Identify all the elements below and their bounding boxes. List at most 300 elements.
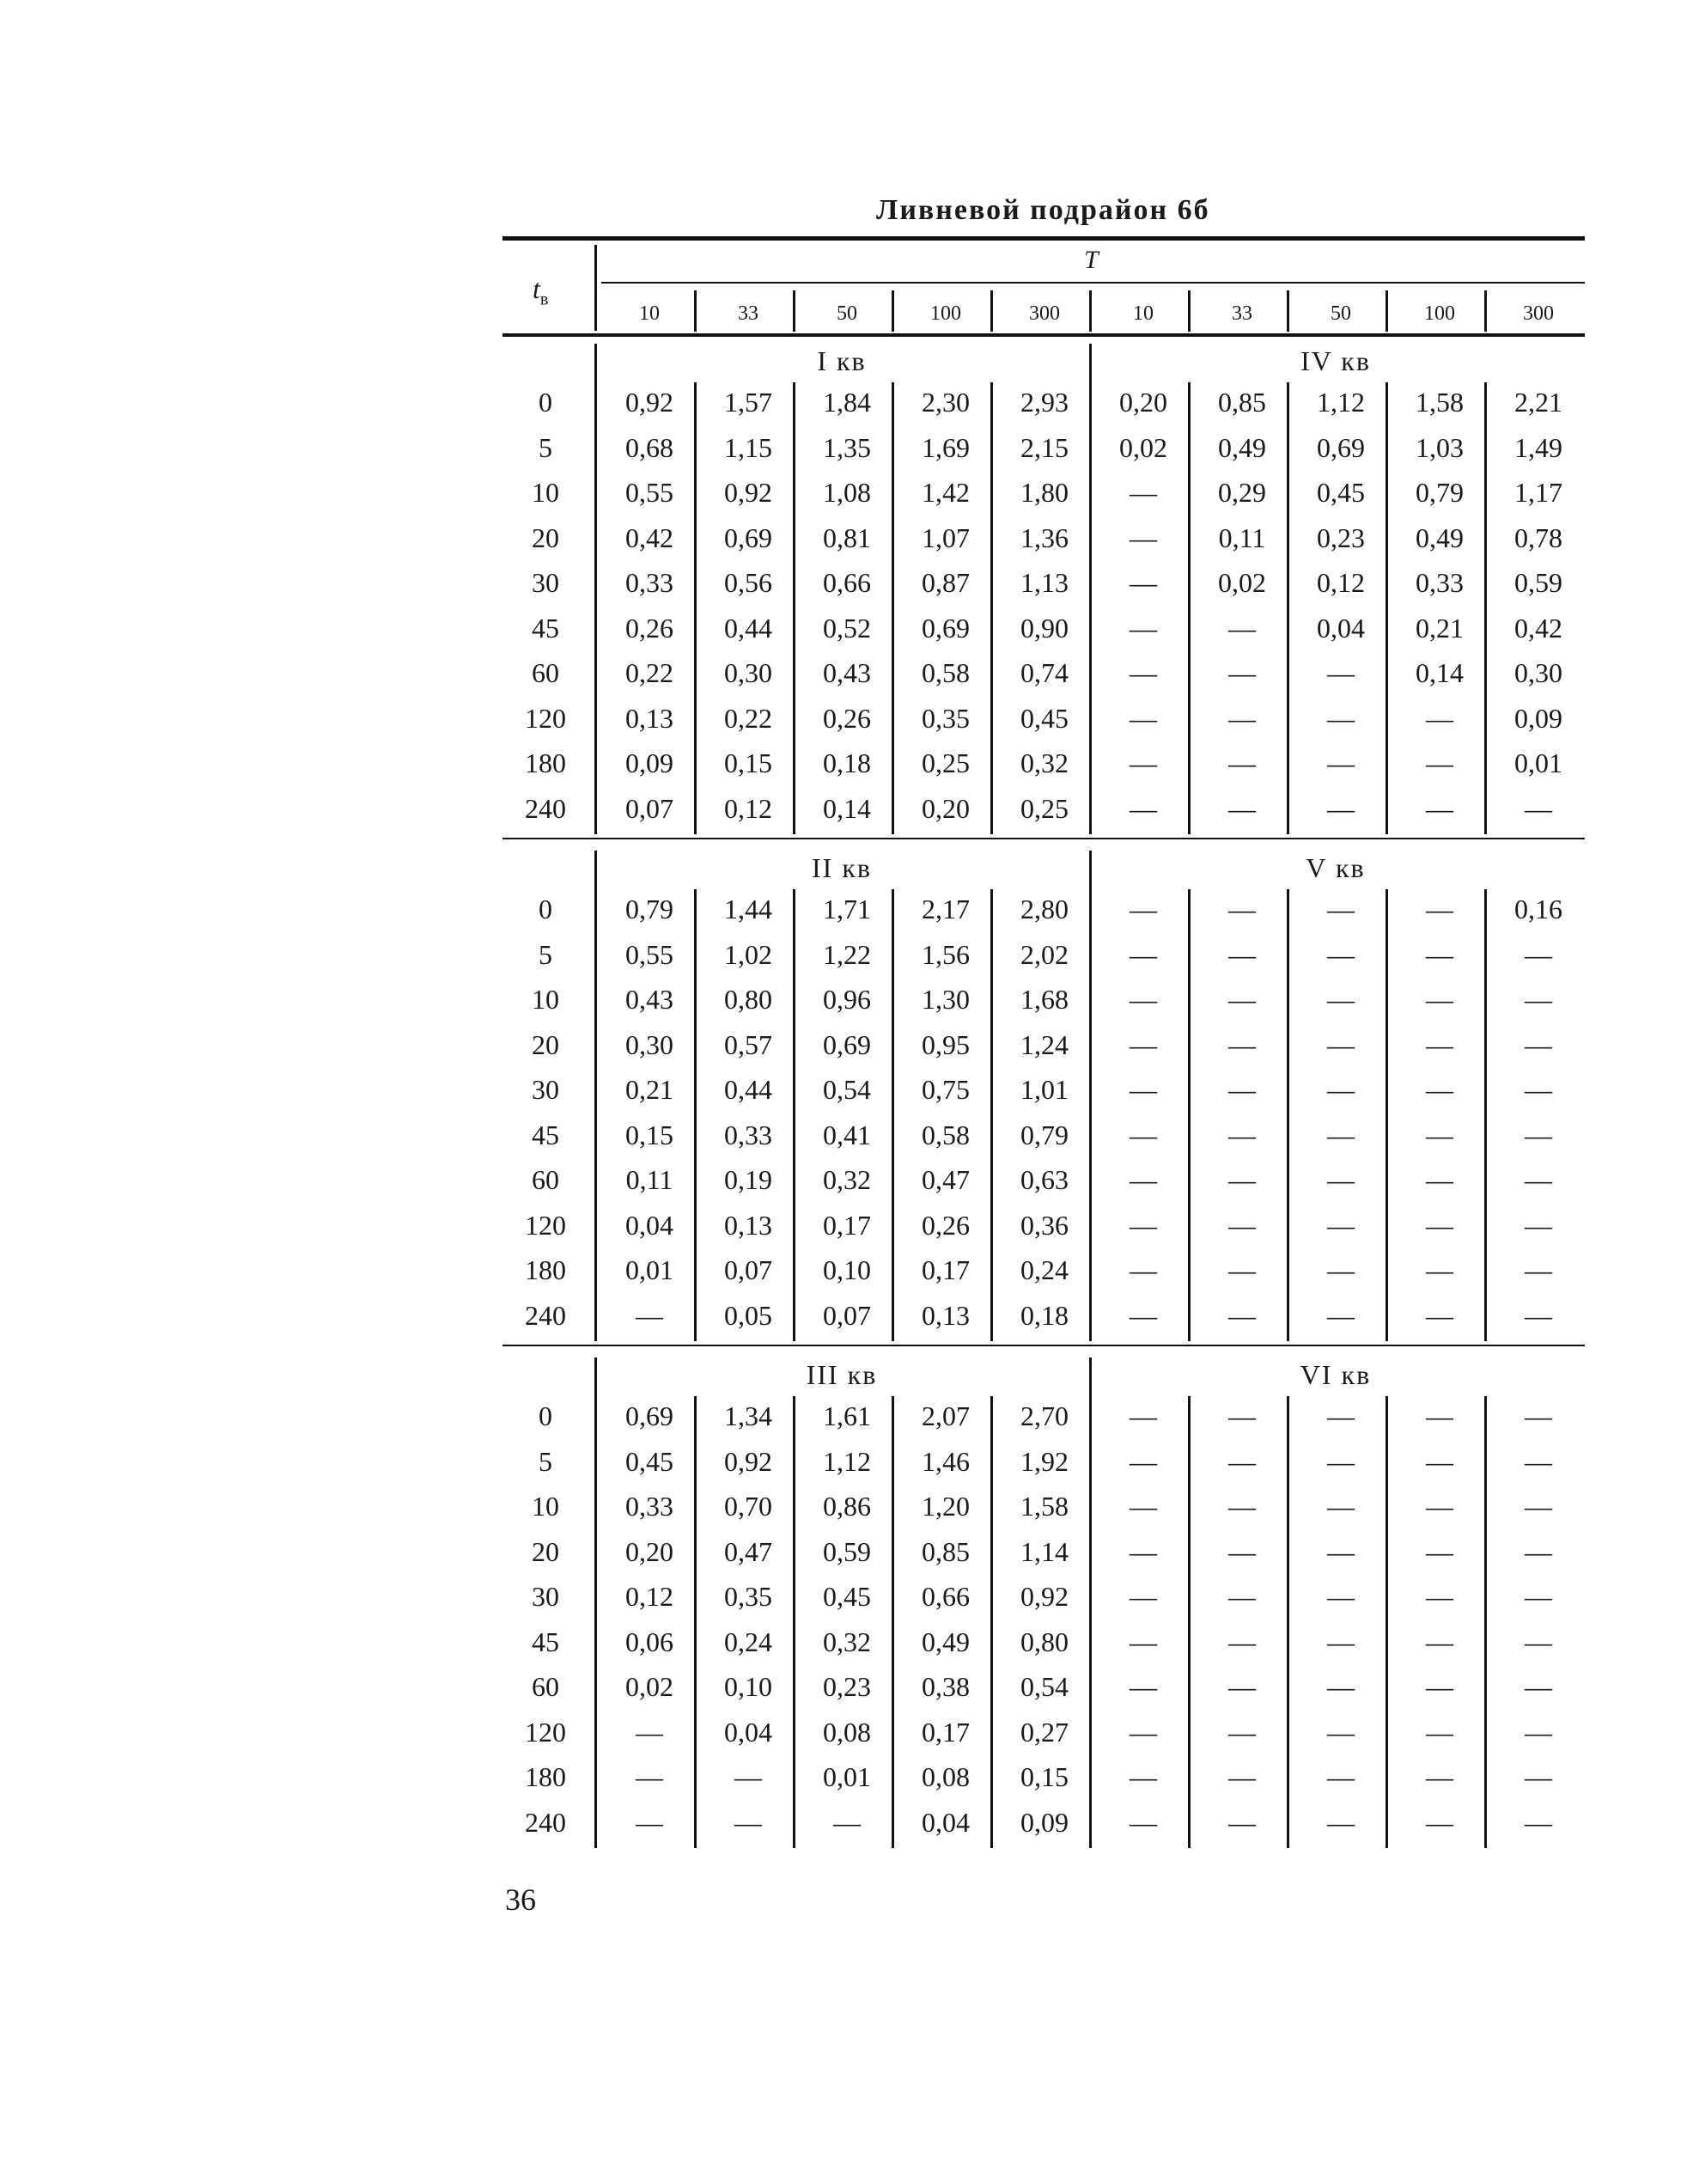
row-label: 180 <box>525 747 566 778</box>
table-cell: — <box>1426 938 1453 970</box>
table-cell: — <box>1525 1074 1552 1105</box>
table-cell: 0,49 <box>1416 522 1464 553</box>
table-cell: 0,13 <box>625 702 673 734</box>
table-cell: 0,92 <box>625 387 673 418</box>
table-cell: 0,05 <box>724 1299 772 1331</box>
table-cell: — <box>1228 1581 1256 1612</box>
table-cell: 0,13 <box>724 1209 772 1241</box>
table-cell: 0,08 <box>922 1761 970 1792</box>
table-cell: — <box>1130 1028 1157 1060</box>
table-cell: 0,96 <box>823 984 871 1015</box>
table-cell: 0,33 <box>724 1119 772 1150</box>
table-cell: — <box>1327 702 1355 734</box>
row-label: 5 <box>539 1445 552 1477</box>
table-cell: 0,68 <box>625 431 673 463</box>
section-label: IV кв <box>1300 345 1371 376</box>
table-cell: — <box>1130 984 1157 1015</box>
table-cell: — <box>1525 1535 1552 1567</box>
table-cell: 2,80 <box>1020 894 1069 924</box>
table-cell: 0,02 <box>1218 567 1266 598</box>
row-label: 240 <box>525 1299 566 1331</box>
row-label: 180 <box>525 1761 566 1792</box>
table-cell: — <box>1426 1581 1453 1612</box>
table-cell: 0,15 <box>625 1119 673 1150</box>
row-label: 180 <box>525 1254 566 1285</box>
table-cell: — <box>1327 1626 1355 1657</box>
table-cell: 0,09 <box>625 747 673 778</box>
table-cell: — <box>1130 702 1157 734</box>
table-cell: — <box>1525 1164 1552 1195</box>
table-cell: 0,29 <box>1218 477 1266 508</box>
table-cell: — <box>1228 747 1256 778</box>
row-label: 30 <box>532 567 559 598</box>
section-label: III кв <box>806 1359 878 1390</box>
table-cell: 0,01 <box>625 1254 673 1285</box>
table-cell: 0,36 <box>1020 1209 1069 1241</box>
table-cell: 1,03 <box>1416 431 1464 463</box>
table-cell: 0,07 <box>823 1299 871 1331</box>
table-cell: 1,01 <box>1020 1074 1069 1105</box>
table-cell: — <box>1228 657 1256 688</box>
table-cell: — <box>1426 984 1453 1015</box>
table-cell: 0,69 <box>625 1400 673 1431</box>
table-cell: 1,14 <box>1020 1535 1069 1567</box>
table-cell: 0,35 <box>724 1581 772 1612</box>
table-cell: 0,79 <box>1020 1119 1069 1150</box>
period-header-4: 300 <box>1029 302 1060 325</box>
table-cell: 0,04 <box>625 1209 673 1241</box>
table-cell: 1,58 <box>1416 387 1464 418</box>
table-cell: 1,58 <box>1020 1491 1069 1522</box>
column-divider <box>594 1357 597 1848</box>
table-cell: 0,09 <box>1020 1806 1069 1838</box>
table-cell: — <box>1327 1254 1355 1285</box>
table-cell: 0,45 <box>823 1581 871 1612</box>
table-cell: 1,17 <box>1514 477 1562 508</box>
period-header-2: 50 <box>837 302 857 325</box>
table-cell: — <box>1426 1535 1453 1567</box>
table-cell: 0,44 <box>724 1074 772 1105</box>
table-cell: 0,45 <box>625 1445 673 1477</box>
table-cell: 0,25 <box>1020 792 1069 824</box>
period-header-5: 10 <box>1133 302 1154 325</box>
table-cell: 0,19 <box>724 1164 772 1195</box>
table-cell: 0,81 <box>823 522 871 553</box>
table-cell: 1,92 <box>1020 1445 1069 1477</box>
table-cell: — <box>1130 1491 1157 1522</box>
table-cell: — <box>1130 1119 1157 1150</box>
table-cell: 0,01 <box>1514 747 1562 778</box>
table-cell: — <box>1130 1761 1157 1792</box>
table-cell: 0,24 <box>1020 1254 1069 1285</box>
row-variable-header: $t_в$ <box>533 273 549 309</box>
table-cell: — <box>1525 1581 1552 1612</box>
table-cell: 0,26 <box>823 702 871 734</box>
table-cell: 0,02 <box>1119 431 1167 463</box>
table-cell: — <box>636 1761 663 1792</box>
header-divider <box>1089 290 1092 332</box>
band-separator <box>502 1345 1585 1346</box>
table-cell: 0,55 <box>625 477 673 508</box>
table-cell: 0,74 <box>1020 657 1069 688</box>
table-cell: 0,69 <box>724 522 772 553</box>
table-cell: 0,10 <box>724 1671 772 1702</box>
table-cell: 2,21 <box>1514 387 1562 418</box>
table-cell: 0,86 <box>823 1491 871 1522</box>
period-header-6: 33 <box>1232 302 1252 325</box>
table-cell: 0,79 <box>625 894 673 924</box>
table-cell: 0,17 <box>922 1716 970 1748</box>
table-cell: — <box>1130 1716 1157 1748</box>
table-cell: — <box>1327 1299 1355 1331</box>
table-cell: — <box>1130 612 1157 644</box>
table-cell: 0,23 <box>823 1671 871 1702</box>
table-cell: 0,58 <box>922 1119 970 1150</box>
table-cell: — <box>1228 1626 1256 1657</box>
table-cell: 0,16 <box>1514 894 1562 924</box>
table-cell: 1,42 <box>922 477 970 508</box>
header-divider <box>594 245 597 331</box>
table-cell: — <box>1228 612 1256 644</box>
table-cell: — <box>1130 522 1157 553</box>
table-cell: — <box>1525 1028 1552 1060</box>
section-label: II кв <box>812 852 872 883</box>
table-cell: — <box>1525 1716 1552 1748</box>
row-label: 120 <box>525 1209 566 1241</box>
table-cell: 0,63 <box>1020 1164 1069 1195</box>
table-cell: — <box>1426 1164 1453 1195</box>
header-divider <box>1188 290 1191 332</box>
table-cell: — <box>1130 938 1157 970</box>
table-cell: 1,30 <box>922 984 970 1015</box>
table-cell: 1,22 <box>823 938 871 970</box>
row-label: 30 <box>532 1074 559 1105</box>
table-cell: — <box>1426 1254 1453 1285</box>
table-cell: 0,14 <box>1416 657 1464 688</box>
table-cell: 1,12 <box>1317 387 1365 418</box>
table-cell: 0,22 <box>724 702 772 734</box>
table-cell: 1,56 <box>922 938 970 970</box>
header-divider <box>694 290 697 332</box>
table-cell: — <box>1130 1164 1157 1195</box>
table-cell: 0,41 <box>823 1119 871 1150</box>
table-cell: — <box>1228 1074 1256 1105</box>
table-cell: — <box>1130 1254 1157 1285</box>
table-cell: — <box>1426 747 1453 778</box>
table-cell: 0,58 <box>922 657 970 688</box>
table-cell: — <box>1426 1626 1453 1657</box>
table-cell: — <box>1525 1299 1552 1331</box>
table-cell: 0,25 <box>922 747 970 778</box>
header-bottom-rule <box>502 333 1585 337</box>
table-cell: — <box>1327 894 1355 924</box>
table-cell: — <box>1426 1761 1453 1792</box>
table-cell: — <box>1327 1716 1355 1748</box>
table-cell: 0,13 <box>922 1299 970 1331</box>
column-header-rule <box>601 282 1585 284</box>
table-cell: 0,33 <box>1416 567 1464 598</box>
row-label: 60 <box>532 657 559 688</box>
table-cell: — <box>1525 1761 1552 1792</box>
table-cell: — <box>1327 1491 1355 1522</box>
table-cell: 0,95 <box>922 1028 970 1060</box>
table-cell: 1,69 <box>922 431 970 463</box>
table-cell: — <box>1426 894 1453 924</box>
table-cell: — <box>1228 1028 1256 1060</box>
table-cell: 0,17 <box>823 1209 871 1241</box>
table-cell: — <box>1228 1400 1256 1431</box>
table-cell: 0,80 <box>1020 1626 1069 1657</box>
table-cell: 1,36 <box>1020 522 1069 553</box>
table-cell: — <box>833 1806 861 1838</box>
table-cell: — <box>1426 1209 1453 1241</box>
table-cell: 1,71 <box>823 894 871 924</box>
table-cell: — <box>1327 1119 1355 1150</box>
table-cell: — <box>1228 1491 1256 1522</box>
column-divider <box>594 344 597 834</box>
table-cell: 1,46 <box>922 1445 970 1477</box>
table-cell: 0,59 <box>1514 567 1562 598</box>
row-label: 30 <box>532 1581 559 1612</box>
table-cell: 1,61 <box>823 1400 871 1431</box>
table-cell: 0,47 <box>922 1164 970 1195</box>
row-label: 240 <box>525 1806 566 1838</box>
table-cell: — <box>1426 792 1453 824</box>
table-cell: — <box>636 1299 663 1331</box>
table-cell: — <box>1130 1400 1157 1431</box>
table-cell: — <box>1228 894 1256 924</box>
table-cell: — <box>1327 1581 1355 1612</box>
table-cell: 1,57 <box>724 387 772 418</box>
table-cell: — <box>1130 1581 1157 1612</box>
period-variable-header: T <box>1084 246 1099 274</box>
row-label: 5 <box>539 938 552 970</box>
table-cell: 0,32 <box>1020 747 1069 778</box>
table-cell: — <box>1228 1761 1256 1792</box>
table-cell: 0,18 <box>823 747 871 778</box>
table-cell: 1,08 <box>823 477 871 508</box>
table-cell: — <box>1426 1074 1453 1105</box>
table-cell: — <box>1130 1445 1157 1477</box>
table-cell: 0,01 <box>823 1761 871 1792</box>
table-cell: 0,21 <box>625 1074 673 1105</box>
table-cell: — <box>1426 702 1453 734</box>
table-cell: — <box>1130 1806 1157 1838</box>
table-cell: 0,59 <box>823 1535 871 1567</box>
table-cell: 0,15 <box>1020 1761 1069 1792</box>
section-label: V кв <box>1306 852 1366 883</box>
row-label: 45 <box>532 1626 559 1657</box>
table-cell: 0,21 <box>1416 612 1464 644</box>
table-cell: 0,33 <box>625 567 673 598</box>
table-cell: — <box>1228 1535 1256 1567</box>
row-label: 60 <box>532 1164 559 1195</box>
table-cell: 2,07 <box>922 1400 970 1431</box>
row-label: 20 <box>532 522 559 553</box>
header-divider <box>1484 290 1487 332</box>
table-cell: 0,27 <box>1020 1716 1069 1748</box>
table-cell: 0,24 <box>724 1626 772 1657</box>
table-cell: — <box>1525 1119 1552 1150</box>
table-cell: — <box>636 1806 663 1838</box>
table-cell: 0,06 <box>625 1626 673 1657</box>
table-cell: 0,15 <box>724 747 772 778</box>
table-cell: 0,92 <box>724 477 772 508</box>
table-cell: 0,90 <box>1020 612 1069 644</box>
row-label: 240 <box>525 792 566 824</box>
table-cell: — <box>1426 1400 1453 1431</box>
table-cell: 0,12 <box>1317 567 1365 598</box>
row-label: 45 <box>532 612 559 644</box>
table-cell: 0,32 <box>823 1164 871 1195</box>
table-cell: — <box>1130 792 1157 824</box>
table-cell: 0,14 <box>823 792 871 824</box>
table-cell: 0,92 <box>724 1445 772 1477</box>
table-cell: — <box>1525 1671 1552 1702</box>
table-cell: 0,56 <box>724 567 772 598</box>
table-cell: — <box>1327 938 1355 970</box>
table-cell: — <box>1130 1626 1157 1657</box>
table-cell: 0,35 <box>922 702 970 734</box>
row-label: 0 <box>539 387 552 418</box>
table-cell: 0,07 <box>724 1254 772 1285</box>
section-label: VI кв <box>1300 1359 1372 1390</box>
table-cell: — <box>1327 1164 1355 1195</box>
row-label: 120 <box>525 1716 566 1748</box>
header-divider <box>1386 290 1388 332</box>
row-label: 10 <box>532 984 559 1015</box>
period-header-9: 300 <box>1523 302 1554 325</box>
band-separator <box>502 838 1585 839</box>
table-cell: — <box>1228 1209 1256 1241</box>
table-cell: 0,38 <box>922 1671 970 1702</box>
table-cell: 0,18 <box>1020 1299 1069 1331</box>
table-cell: — <box>1228 1671 1256 1702</box>
table-cell: 0,66 <box>823 567 871 598</box>
table-cell: 2,30 <box>922 387 970 418</box>
table-cell: 0,66 <box>922 1581 970 1612</box>
table-cell: — <box>1228 1119 1256 1150</box>
table-cell: — <box>1130 894 1157 924</box>
table-cell: 0,44 <box>724 612 772 644</box>
table-cell: 0,04 <box>724 1716 772 1748</box>
table-cell: 0,75 <box>922 1074 970 1105</box>
table-cell: 0,85 <box>1218 387 1266 418</box>
table-cell: — <box>1426 1671 1453 1702</box>
table-cell: — <box>1525 938 1552 970</box>
table-cell: — <box>1327 747 1355 778</box>
table-cell: 0,49 <box>922 1626 970 1657</box>
table-cell: — <box>1327 657 1355 688</box>
table-cell: — <box>1228 1806 1256 1838</box>
table-cell: 2,70 <box>1020 1400 1069 1431</box>
table-cell: — <box>1130 1209 1157 1241</box>
table-cell: 0,69 <box>922 612 970 644</box>
table-cell: — <box>1228 1716 1256 1748</box>
table-cell: 0,04 <box>922 1806 970 1838</box>
table-cell: 1,49 <box>1514 431 1562 463</box>
table-cell: 1,02 <box>724 938 772 970</box>
table-cell: 1,07 <box>922 522 970 553</box>
table-cell: — <box>1327 1028 1355 1060</box>
header-divider <box>793 290 795 332</box>
table-cell: 0,42 <box>1514 612 1562 644</box>
table-cell: 1,44 <box>724 894 772 924</box>
table-cell: 0,20 <box>1119 387 1167 418</box>
table-cell: 0,02 <box>625 1671 673 1702</box>
table-cell: — <box>1525 1626 1552 1657</box>
table-cell: — <box>1228 938 1256 970</box>
table-cell: 1,35 <box>823 431 871 463</box>
table-cell: — <box>1525 1209 1552 1241</box>
table-cell: 0,26 <box>922 1209 970 1241</box>
table-cell: 0,43 <box>625 984 673 1015</box>
table-cell: 0,30 <box>1514 657 1562 688</box>
table-cell: 1,24 <box>1020 1028 1069 1060</box>
table-cell: — <box>1525 1400 1552 1431</box>
table-cell: — <box>1327 1209 1355 1241</box>
table-cell: 0,07 <box>625 792 673 824</box>
table-cell: — <box>1228 1164 1256 1195</box>
row-label: 20 <box>532 1028 559 1060</box>
period-header-3: 100 <box>930 302 961 325</box>
table-cell: 0,42 <box>625 522 673 553</box>
table-cell: — <box>1228 984 1256 1015</box>
period-header-7: 50 <box>1331 302 1351 325</box>
table-cell: 0,54 <box>823 1074 871 1105</box>
table-cell: 1,20 <box>922 1491 970 1522</box>
table-cell: — <box>734 1761 762 1792</box>
table-cell: 0,20 <box>625 1535 673 1567</box>
table-cell: 0,92 <box>1020 1581 1069 1612</box>
table-cell: — <box>1525 1445 1552 1477</box>
table-cell: 0,79 <box>1416 477 1464 508</box>
table-cell: 0,33 <box>625 1491 673 1522</box>
table-cell: 0,43 <box>823 657 871 688</box>
table-cell: 2,02 <box>1020 938 1069 970</box>
table-cell: — <box>1228 1299 1256 1331</box>
table-cell: — <box>1327 1535 1355 1567</box>
row-label: 120 <box>525 702 566 734</box>
table-cell: 0,30 <box>724 657 772 688</box>
table-cell: — <box>734 1806 762 1838</box>
table-cell: — <box>1228 702 1256 734</box>
table-cell: 0,04 <box>1317 612 1365 644</box>
table-cell: 0,47 <box>724 1535 772 1567</box>
table-cell: 0,57 <box>724 1028 772 1060</box>
table-cell: — <box>1327 1400 1355 1431</box>
table-cell: 0,12 <box>724 792 772 824</box>
row-label: 10 <box>532 1491 559 1522</box>
table-cell: — <box>1327 1671 1355 1702</box>
table-cell: — <box>1426 1806 1453 1838</box>
table-cell: — <box>1130 1671 1157 1702</box>
table-cell: 2,93 <box>1020 387 1069 418</box>
table-cell: 0,23 <box>1317 522 1365 553</box>
page-number: 36 <box>505 1882 536 1917</box>
table-cell: 0,69 <box>823 1028 871 1060</box>
table-cell: 1,15 <box>724 431 772 463</box>
table-top-rule <box>502 236 1585 241</box>
table-cell: 0,08 <box>823 1716 871 1748</box>
table-cell: — <box>1228 1445 1256 1477</box>
table-cell: 0,20 <box>922 792 970 824</box>
row-label: 60 <box>532 1671 559 1702</box>
table-cell: 0,45 <box>1020 702 1069 734</box>
table-cell: — <box>1525 1806 1552 1838</box>
table-cell: 0,54 <box>1020 1671 1069 1702</box>
table-cell: — <box>1130 747 1157 778</box>
